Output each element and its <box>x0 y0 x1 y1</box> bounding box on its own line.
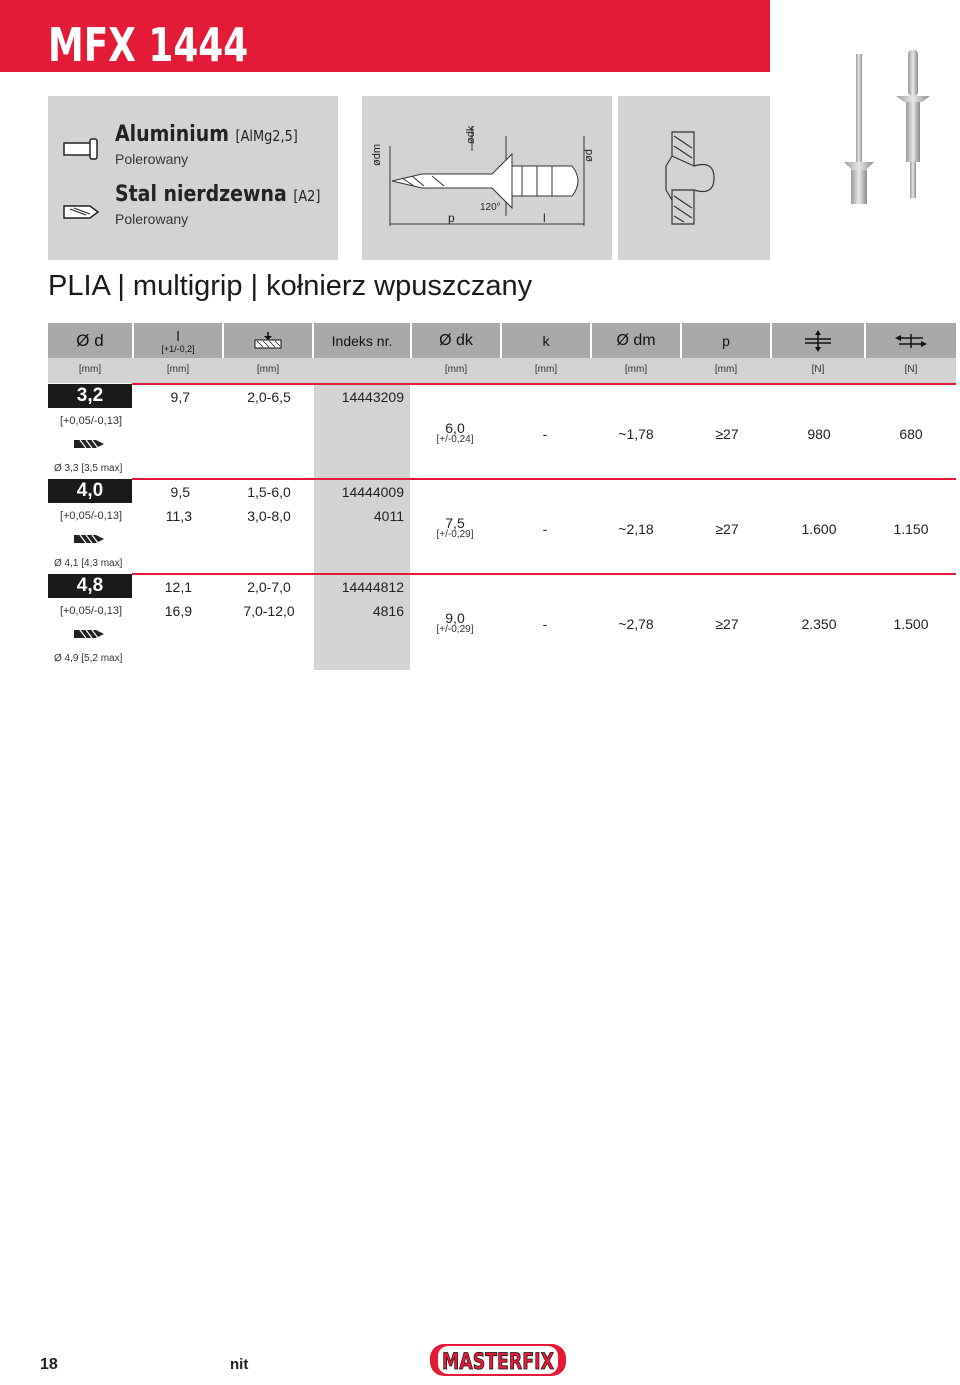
unit-shear: [N] <box>811 364 825 375</box>
d-tolerance: [+0,05/-0,13] <box>59 415 123 427</box>
dk-tolerance: [+/-0,24] <box>436 434 474 445</box>
shear-value: 1.600 <box>801 521 837 537</box>
group-divider <box>132 478 956 480</box>
d-tolerance: [+0,05/-0,13] <box>59 510 123 522</box>
dimension-drawing-panel <box>362 96 612 260</box>
diameter-badge: 4,0 <box>48 479 132 503</box>
col-dm: Ø dm <box>616 331 656 349</box>
diameter-badge: 3,2 <box>48 384 132 408</box>
grip-value: 2,0-7,0 <box>247 579 291 595</box>
shear-value: 980 <box>807 426 831 442</box>
installed-drawing-panel <box>618 96 770 260</box>
p-value: ≥27 <box>715 521 739 537</box>
unit-k: [mm] <box>534 364 558 375</box>
installed-rivet-drawing <box>618 96 770 260</box>
index-value: 14444009 <box>341 484 404 500</box>
col-p: p <box>722 332 730 349</box>
aluminium-rivet-icon <box>62 138 100 160</box>
label-p: p <box>448 211 455 225</box>
label-odk: ødk <box>465 125 477 144</box>
masterfix-logo-graphic <box>428 1340 568 1380</box>
unit-grip: [mm] <box>256 364 280 375</box>
drill-icon <box>72 627 106 641</box>
d-tolerance: [+0,05/-0,13] <box>59 605 123 617</box>
index-value: 14443209 <box>341 389 404 405</box>
product-subtitle: PLIA | multigrip | kołnierz wpuszczany <box>48 270 533 302</box>
unit-tensile: [N] <box>904 364 918 375</box>
k-value: - <box>542 426 548 442</box>
col-grip <box>224 323 312 358</box>
tensile-force-icon <box>895 330 927 352</box>
col-tensile <box>866 323 956 358</box>
material-name-aluminium: Aluminium [AlMg2,5] <box>115 122 298 147</box>
k-value: - <box>542 521 548 537</box>
title-banner <box>0 0 770 72</box>
logo-text: MASTERFIX <box>442 1350 555 1375</box>
col-d: Ø d <box>76 330 104 350</box>
masterfix-logo <box>428 1340 568 1380</box>
steel-rivet-icon <box>60 200 102 224</box>
tensile-value: 1.500 <box>893 616 929 632</box>
dk-tolerance: [+/-0,29] <box>436 624 474 635</box>
p-value: ≥27 <box>715 426 739 442</box>
dm-value: ~1,78 <box>618 426 654 442</box>
grip-value: 1,5-6,0 <box>247 484 291 500</box>
label-angle: 120° <box>480 202 501 213</box>
unit-l: [mm] <box>166 364 190 375</box>
l-value: 16,9 <box>164 603 192 619</box>
rivet-photo <box>836 44 946 214</box>
drill-diameter: Ø 3,3 [3,5 max] <box>54 463 123 474</box>
tensile-value: 1.150 <box>893 521 929 537</box>
index-column-shade <box>314 383 410 670</box>
tensile-value: 680 <box>899 426 923 442</box>
page-title: MFX 1444 <box>48 18 249 72</box>
dm-value: ~2,78 <box>618 616 654 632</box>
table-header <box>48 323 956 358</box>
label-odm: ødm <box>371 144 383 166</box>
rivet-dimension-drawing <box>362 96 612 260</box>
index-value: 4011 <box>373 508 404 524</box>
shear-force-icon <box>803 330 833 352</box>
index-value: 14444812 <box>341 579 404 595</box>
unit-dk: [mm] <box>444 364 468 375</box>
grip-value: 7,0-12,0 <box>243 603 295 619</box>
dk-tolerance: [+/-0,29] <box>436 529 474 540</box>
col-index: Indeks nr. <box>331 332 393 349</box>
index-value: 4816 <box>372 603 404 619</box>
l-value: 9,7 <box>170 389 190 405</box>
label-od: ød <box>583 149 595 162</box>
col-shear <box>772 323 864 358</box>
dk-value: 6,0 <box>445 420 465 436</box>
section-label: nit <box>230 1356 249 1373</box>
k-value: - <box>542 616 548 632</box>
shear-value: 2.350 <box>801 616 837 632</box>
drill-icon <box>72 437 106 451</box>
label-l: l <box>543 211 546 225</box>
unit-d: [mm] <box>78 364 102 375</box>
page-number: 18 <box>40 1356 58 1373</box>
unit-p: [mm] <box>714 364 738 375</box>
l-value: 11,3 <box>165 508 192 524</box>
grip-range-icon <box>253 332 283 350</box>
units-row <box>48 358 956 383</box>
drill-icon <box>72 532 106 546</box>
diameter-badge: 4,8 <box>48 574 132 598</box>
col-k: k <box>542 332 550 349</box>
col-l: l [+1/-0,2] <box>161 327 195 354</box>
material-finish-aluminium: Polerowany <box>115 151 189 167</box>
dk-value: 7,5 <box>445 515 465 531</box>
material-panel <box>48 96 338 260</box>
material-finish-steel: Polerowany <box>115 211 189 227</box>
material-name-steel: Stal nierdzewna [A2] <box>115 182 321 207</box>
p-value: ≥27 <box>715 616 739 632</box>
grip-value: 2,0-6,5 <box>247 389 291 405</box>
col-dk: Ø dk <box>439 331 473 349</box>
group-divider <box>132 573 956 575</box>
grip-value: 3,0-8,0 <box>247 508 291 524</box>
l-value: 9,5 <box>170 484 190 500</box>
dk-value: 9,0 <box>445 610 465 626</box>
unit-dm: [mm] <box>624 364 648 375</box>
l-value: 12,1 <box>164 579 192 595</box>
dm-value: ~2,18 <box>618 521 654 537</box>
drill-diameter: Ø 4,1 [4,3 max] <box>54 558 123 569</box>
group-divider <box>132 383 956 385</box>
drill-diameter: Ø 4,9 [5,2 max] <box>54 653 123 664</box>
